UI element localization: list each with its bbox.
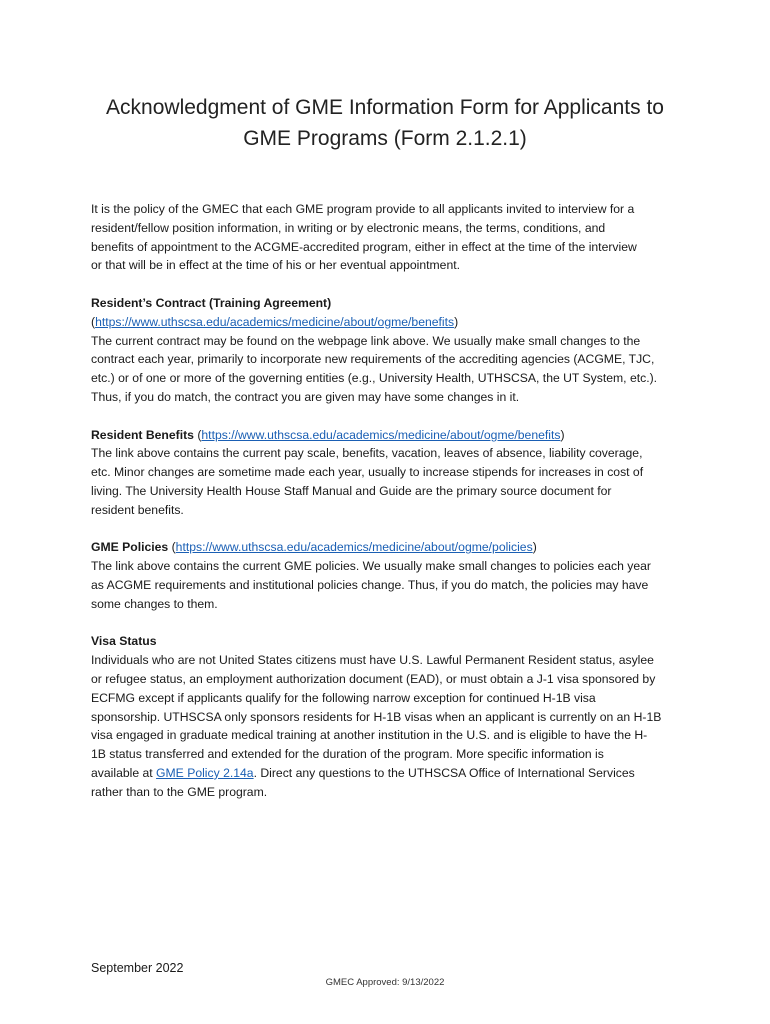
- intro-line: It is the policy of the GMEC that each GME program provide to all applicants invited to interview for a: [91, 202, 635, 216]
- visa-line: ECFMG except if applicants qualify for the following narrow exception for continued H-1B visa: [91, 690, 596, 705]
- visa-line: sponsorship. UTHSCSA only sponsors residents for H-1B visas when an applicant is currently on an H-1B: [91, 709, 662, 724]
- footer-approval: GMEC Approved: 9/13/2022: [325, 977, 445, 988]
- intro-line: benefits of appointment to the ACGME-accredited program, either in effect at the time of the interview: [91, 239, 637, 254]
- contract-section: [91, 294, 691, 407]
- policies-heading-line: GME Policies (https://www.uthscsa.edu/academics/medicine/about/ogme/policies): [91, 540, 537, 555]
- visa-line: Individuals who are not United States citizens must have U.S. Lawful Permanent Resident status, asylee: [91, 653, 654, 668]
- benefits-line: living. The University Health House Staff Manual and Guide are the primary source document for: [91, 483, 612, 498]
- benefits-line: The link above contains the current pay scale, benefits, vacation, leaves of absence, liability coverage,: [91, 446, 643, 461]
- contract-heading: Resident’s Contract (Training Agreement): [91, 295, 332, 310]
- page-title-line-1: Acknowledgment of GME Information Form for Applicants to: [106, 96, 664, 119]
- visa-policy-line: [91, 764, 691, 783]
- visa-line: or refugee status, an employment authorization document (EAD), or must obtain a J-1 visa sponsored by: [91, 671, 656, 686]
- policies-line: as ACGME requirements and institutional policies change. Thus, if you do match, the policies may have: [91, 577, 649, 592]
- visa-section: [91, 632, 691, 801]
- benefits-line: etc. Minor changes are sometime made each year, usually to increase stipends for increases in cost of: [91, 465, 644, 480]
- policies-heading: GME Policies: [91, 540, 169, 555]
- contract-link[interactable]: https://www.uthscsa.edu/academics/medicine/about/ogme/benefits: [95, 314, 455, 329]
- policies-line: some changes to them.: [91, 596, 218, 611]
- footer-date: September 2022: [91, 961, 184, 975]
- contract-link-line: (https://www.uthscsa.edu/academics/medicine/about/ogme/benefits): [91, 314, 459, 329]
- intro-line: resident/fellow position information, in writing or by electronic means, the terms, conditions, and: [91, 220, 606, 235]
- contract-line: etc.) or of one or more of the governing entities (e.g., University Health, UTHSCSA, the UT System, etc.).: [91, 371, 658, 386]
- visa-heading: Visa Status: [91, 634, 157, 649]
- visa-line: visa engaged in graduate medical training at another institution in the U.S. and is eligible to have the H-: [91, 728, 648, 743]
- benefits-heading: Resident Benefits: [91, 427, 194, 442]
- page-title: [60, 92, 710, 154]
- benefits-heading-line: Resident Benefits (https://www.uthscsa.edu/academics/medicine/about/ogme/benefits): [91, 427, 565, 442]
- contract-line: contract each year, primarily to incorporate new requirements of the accrediting agencies (ACGME, TJC,: [91, 352, 655, 367]
- policies-line: The link above contains the current GME policies. We usually make small changes to policies each year: [91, 559, 651, 574]
- page-title-line-2: GME Programs (Form 2.1.2.1): [243, 127, 527, 150]
- policies-link[interactable]: https://www.uthscsa.edu/academics/medicine/about/ogme/policies: [175, 540, 533, 555]
- benefits-section: [91, 426, 691, 520]
- visa-line: rather than to the GME program.: [91, 784, 268, 799]
- visa-policy-suffix: . Direct any questions to the UTHSCSA Office of International Services: [253, 765, 635, 780]
- contract-line: The current contract may be found on the webpage link above. We usually make small changes to the: [91, 333, 641, 348]
- contract-line: Thus, if you do match, the contract you are given may have some changes in it.: [91, 389, 520, 404]
- visa-policy-prefix: available at: [91, 765, 157, 780]
- gme-policy-link[interactable]: GME Policy 2.14a: [156, 765, 254, 780]
- document-body: [91, 200, 691, 802]
- benefits-line: resident benefits.: [91, 502, 184, 517]
- policies-section: [91, 538, 691, 613]
- intro-paragraph: [91, 200, 691, 275]
- benefits-link[interactable]: https://www.uthscsa.edu/academics/medicine/about/ogme/benefits: [201, 427, 561, 442]
- intro-line: or that will be in effect at the time of his or her eventual appointment.: [91, 258, 460, 273]
- visa-line: 1B status transferred and extended for the duration of the program. More specific information is: [91, 747, 604, 762]
